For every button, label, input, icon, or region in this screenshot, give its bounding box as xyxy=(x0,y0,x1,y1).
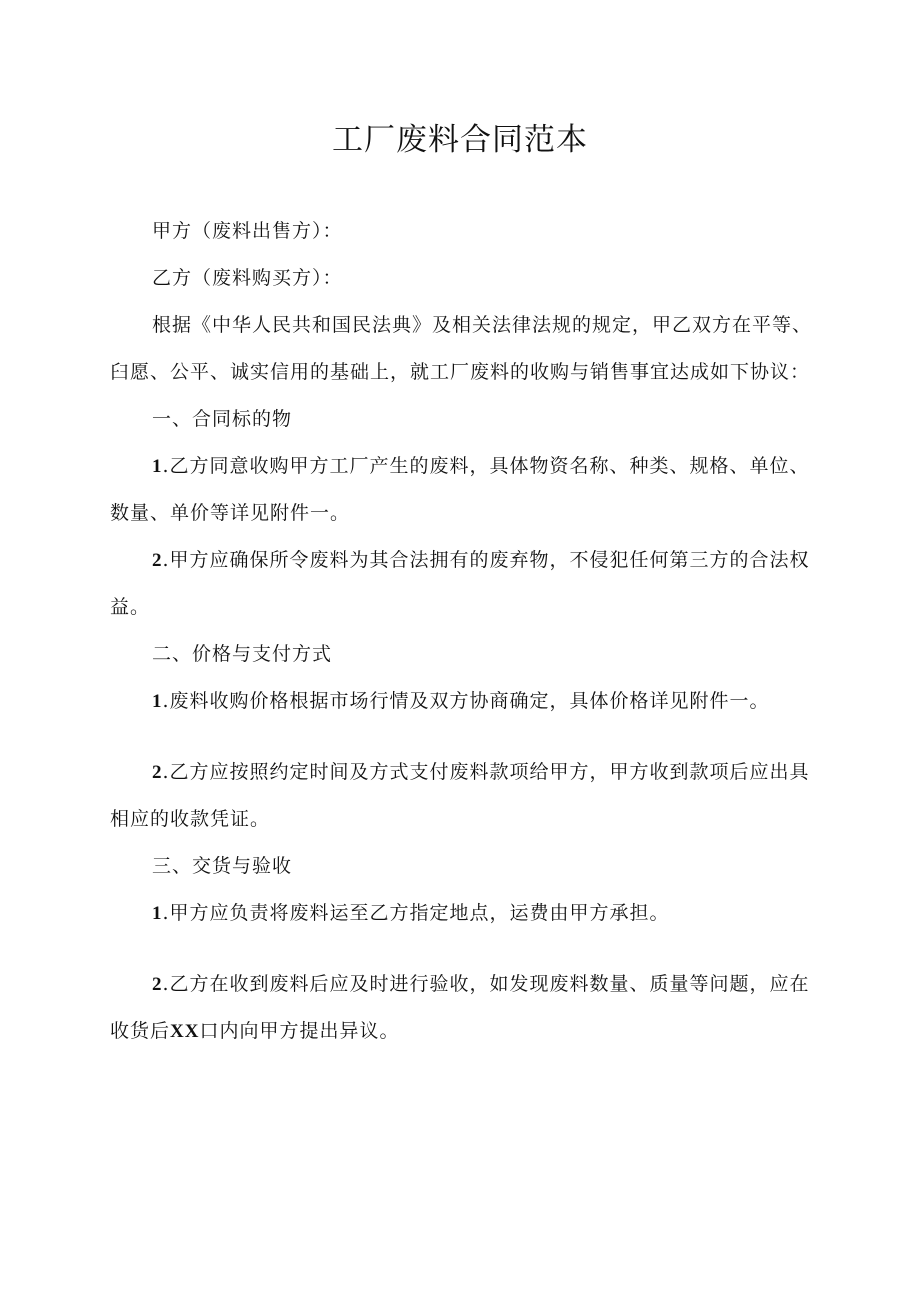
clause-number: 1 xyxy=(152,456,163,477)
clause-text: .甲方应负责将废料运至乙方指定地点，运费由甲方承担。 xyxy=(162,902,670,924)
clause-text: .甲方应确保所令废料为其合法拥有的废弃物，不侵犯任何第三方的合法权益。 xyxy=(110,549,810,618)
clause-number: 2 xyxy=(152,974,163,995)
document-body xyxy=(110,208,815,1055)
clause-text: 口内向甲方提出异议。 xyxy=(199,1020,400,1042)
party-b-line: 乙方（废料购买方）： xyxy=(152,267,343,289)
paragraph-gap xyxy=(110,725,815,749)
document-title: 工厂废料合同范本 xyxy=(332,122,588,158)
paragraph-gap xyxy=(110,937,815,961)
section-heading: 一、合同标的物 xyxy=(152,408,293,430)
clause-text: .废料收购价格根据市场行情及双方协商确定，具体价格详见附件一。 xyxy=(162,690,770,712)
clause-text: .乙方在收到废料后应及时进行验收，如发现废料数量、质量等问题，应在收货后 xyxy=(110,973,810,1042)
section-heading: 三、交货与验收 xyxy=(152,855,293,877)
clause-paragraph xyxy=(110,749,815,843)
clause-number: 2 xyxy=(152,762,163,783)
party-a-line: 甲方（废料出售方）： xyxy=(152,220,343,242)
placeholder-days: XX xyxy=(170,1021,200,1042)
clause-number: 1 xyxy=(152,903,163,924)
intro-paragraph: 根据《中华人民共和国民法典》及相关法律法规的规定，甲乙双方在平等、臼愿、公平、诚实信用的基础上，就工厂废料的收购与销售事宜达成如下协议： xyxy=(110,314,813,383)
section-heading: 二、价格与支付方式 xyxy=(152,643,333,665)
clause-paragraph xyxy=(110,443,815,537)
clause-paragraph xyxy=(110,961,815,1055)
clause-text: .乙方应按照约定时间及方式支付废料款项给甲方，甲方收到款项后应出具相应的收款凭证。 xyxy=(110,761,810,830)
clause-paragraph xyxy=(110,678,815,725)
clause-number: 1 xyxy=(152,691,163,712)
clause-text: .乙方同意收购甲方工厂产生的废料，具体物资名称、种类、规格、单位、数量、单价等详见附件一。 xyxy=(110,455,810,524)
clause-paragraph xyxy=(110,890,815,937)
clause-paragraph xyxy=(110,537,815,631)
clause-number: 2 xyxy=(152,550,163,571)
